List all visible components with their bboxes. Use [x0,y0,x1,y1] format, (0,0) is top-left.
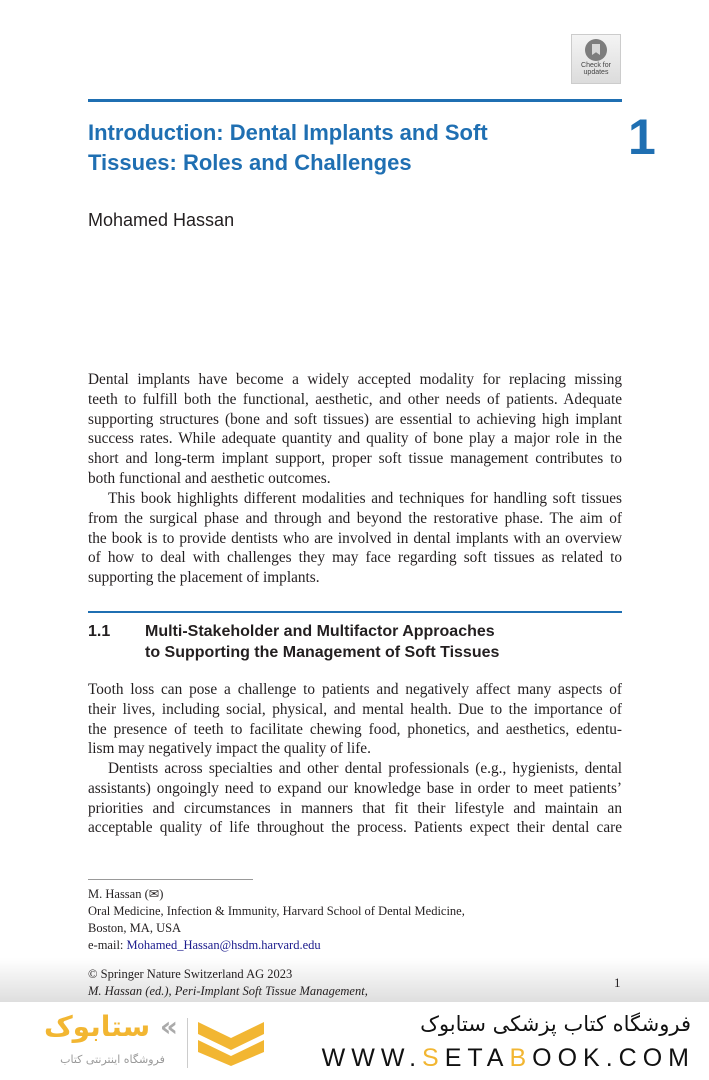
footnote-name: M. Hassan (✉) [88,887,164,901]
url-part: ETA [444,1044,510,1072]
store-url[interactable] [322,1044,695,1073]
author-footnote [88,886,465,954]
email-label: e-mail: [88,938,127,952]
intro-paragraph-1 [88,370,622,489]
text-line: Tooth loss can pose a challenge to patients and negatively affect many aspects of [88,681,622,698]
text-line: the presence of teeth to facilitate chewing food, phonetics, and aesthetics, edentu- [88,720,622,738]
text-line: Dental implants have become a widely accepted modality for replacing missing [88,371,622,388]
chapter-number: 1 [628,109,656,165]
logo-divider [187,1018,188,1068]
footnote-rule [88,879,253,880]
logo-text: ستابوک [43,1010,151,1043]
badge-line1: Check for [581,62,611,69]
text-line: the book is to provide dentists who are involved in dental implants with an overview [88,529,622,547]
text-line: acceptable quality of life throughout the process. Patients expect their dental care [88,819,622,837]
url-part: OOK.COM [532,1044,695,1072]
intro-paragraph-2 [88,489,622,588]
chevron-logo-icon [198,1022,264,1066]
title-line: Introduction: Dental Implants and Soft [88,120,488,145]
setabook-logo: ستابوک « [43,1010,179,1043]
page-number: 1 [614,975,621,990]
section-title-line: Multi-Stakeholder and Multifactor Approaches [145,623,495,640]
chapter-title [88,118,568,178]
text-line: supporting structures (bone and soft tissues) are essential to achieving high implant [88,410,622,428]
text-line: This book highlights different modalities and techniques for handling soft tissues [108,490,622,507]
badge-line2: updates [583,69,609,76]
text-line: from the surgical phase and through and beyond the restorative phase. The aim of [88,509,622,527]
store-name: فروشگاه کتاب پزشکی ستابوک [420,1012,691,1036]
text-line: of how to deal with challenges they may face regarding soft tissues as related to [88,549,622,567]
section-rule [88,611,622,613]
title-line: Tissues: Roles and Challenges [88,150,412,175]
check-for-updates-badge[interactable] [571,34,621,84]
section-title [145,621,499,663]
logo-subtitle: فروشگاه اینترنتی کتاب [60,1053,165,1066]
bookmark-icon [585,39,607,61]
text-line: Dentists across specialties and other dental professionals (e.g., hygienists, dental [108,760,622,777]
author: Mohamed Hassan [88,210,235,230]
url-part: WWW. [321,1044,423,1072]
url-part: S [422,1044,445,1072]
section-number: 1.1 [88,623,111,640]
setabook-banner[interactable] [0,1002,709,1080]
section-title-line: to Supporting the Management of Soft Tissues [145,644,500,661]
text-line: lism may negatively impact the quality of life. [88,740,371,758]
footnote-affiliation: Oral Medicine, Infection & Immunity, Harvard School of Dental Medicine, [88,904,465,918]
footnote-location: Boston, MA, USA [88,921,182,935]
email-link[interactable]: Mohamed_Hassan@hsdm.harvard.edu [126,938,321,952]
url-part: B [509,1044,533,1072]
text-line: assistants) ongoingly need to expand our knowledge base in order to meet patients’ [88,779,622,797]
text-line: both functional and aesthetic outcomes. [88,469,331,487]
text-line: their lives, including social, physical, and mental health. Due to the importance of [88,700,622,718]
text-line: short and long-term implant support, proper soft tissue management contributes to [88,450,622,468]
text-line: success rates. While adequate quantity and quality of bone play a major role in the [88,430,622,448]
text-line: teeth to fulfill both the functional, aesthetic, and other needs of patients. Adequate [88,390,622,408]
copyright-block [88,966,368,1000]
copyright: © Springer Nature Switzerland AG 2023 [88,967,293,981]
section-paragraph-2 [88,759,622,838]
title-rule [88,99,622,102]
text-line: priorities and circumstances in manners that fit their lifestyle and maintain an [88,799,622,817]
citation: M. Hassan (ed.), Peri-Implant Soft Tissue Management, [88,984,368,998]
text-line: supporting the placement of implants. [88,569,320,587]
section-paragraph-1 [88,680,622,759]
